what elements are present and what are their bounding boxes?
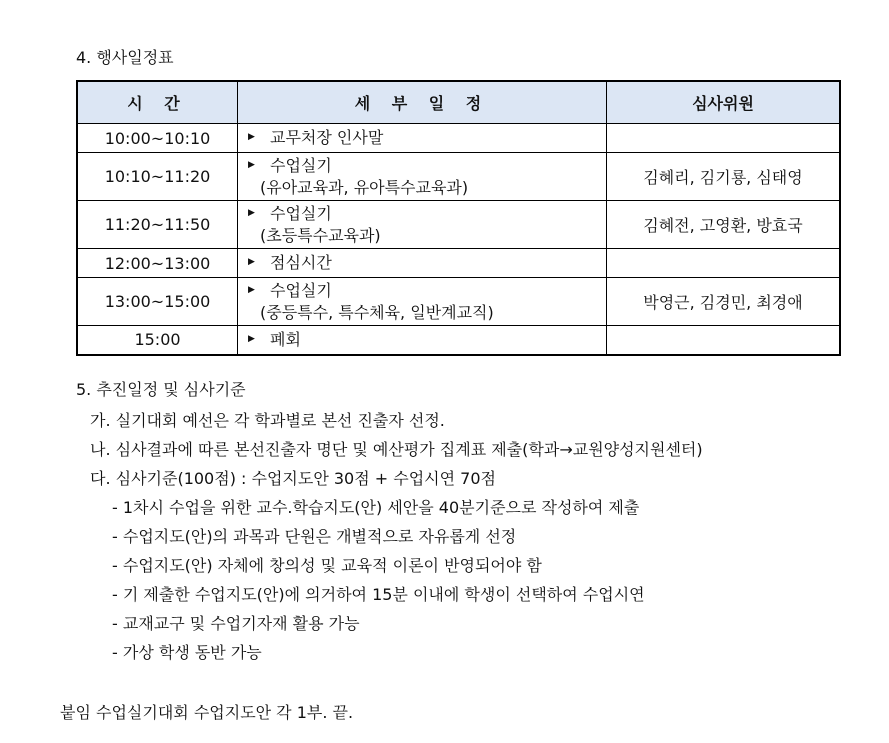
row-detail-sub: (유아교육과, 유아특수교육과) bbox=[260, 178, 469, 197]
row-judges: 김혜전, 고영환, 방효국 bbox=[607, 201, 841, 249]
table-row bbox=[77, 278, 840, 326]
criteria-item: - 교재교구 및 수업기자재 활용 가능 bbox=[112, 614, 360, 633]
bullet-icon: ▶ bbox=[248, 160, 255, 170]
criteria-item: - 가상 학생 동반 가능 bbox=[112, 643, 262, 662]
criteria-item: - 기 제출한 수업지도(안)에 의거하여 15분 이내에 학생이 선택하여 수업시연 bbox=[112, 585, 645, 604]
row-judges: 김혜리, 김기룡, 심태영 bbox=[607, 153, 841, 201]
row-detail-text: 교무처장 인사말 bbox=[270, 128, 384, 147]
row-detail-sub: (중등특수, 특수체육, 일반계교직) bbox=[260, 303, 494, 322]
list-item: 가. 실기대회 예선은 각 학과별로 본선 진출자 선정. bbox=[90, 411, 445, 430]
row-judges bbox=[607, 249, 841, 278]
table-header-row bbox=[77, 81, 840, 124]
attachment-note: 붙임 수업실기대회 수업지도안 각 1부. 끝. bbox=[60, 703, 354, 722]
list-item: 나. 심사결과에 따른 본선진출자 명단 및 예산평가 집계표 제출(학과→교원양성지원센터) bbox=[90, 440, 703, 459]
criteria-item: - 1차시 수업을 위한 교수.학습지도(안) 세안을 40분기준으로 작성하여 제출 bbox=[112, 498, 640, 517]
row-time: 13:00~15:00 bbox=[77, 278, 238, 326]
row-detail-sub: (초등특수교육과) bbox=[260, 226, 381, 245]
row-detail bbox=[238, 249, 607, 278]
row-time: 10:10~11:20 bbox=[77, 153, 238, 201]
section-4-title: 4. 행사일정표 bbox=[76, 48, 174, 67]
bullet-icon: ▶ bbox=[248, 132, 255, 142]
row-detail-text: 수업실기 bbox=[270, 204, 332, 223]
criteria-item: - 수업지도(안)의 과목과 단원은 개별적으로 자유롭게 선정 bbox=[112, 527, 517, 546]
row-detail bbox=[238, 124, 607, 153]
table-row bbox=[77, 201, 840, 249]
criteria-item: - 수업지도(안) 자체에 창의성 및 교육적 이론이 반영되어야 함 bbox=[112, 556, 542, 575]
row-time: 11:20~11:50 bbox=[77, 201, 238, 249]
table-row bbox=[77, 124, 840, 153]
section-5-title: 5. 추진일정 및 심사기준 bbox=[76, 380, 246, 399]
row-detail-text: 수업실기 bbox=[270, 156, 332, 175]
row-judges bbox=[607, 124, 841, 153]
bullet-icon: ▶ bbox=[248, 257, 255, 267]
row-judges: 박영근, 김경민, 최경애 bbox=[607, 278, 841, 326]
header-time: 시 간 bbox=[77, 81, 238, 124]
table-row bbox=[77, 249, 840, 278]
bullet-icon: ▶ bbox=[248, 285, 255, 295]
row-time: 10:00~10:10 bbox=[77, 124, 238, 153]
row-detail bbox=[238, 278, 607, 326]
row-time: 15:00 bbox=[77, 326, 238, 355]
row-detail bbox=[238, 201, 607, 249]
row-detail bbox=[238, 153, 607, 201]
table-row bbox=[77, 153, 840, 201]
row-judges bbox=[607, 326, 841, 355]
list-item: 다. 심사기준(100점) : 수업지도안 30점 + 수업시연 70점 bbox=[90, 469, 496, 488]
row-detail-text: 수업실기 bbox=[270, 281, 332, 300]
event-schedule-table bbox=[76, 80, 841, 356]
row-detail bbox=[238, 326, 607, 355]
table-row bbox=[77, 326, 840, 355]
row-time: 12:00~13:00 bbox=[77, 249, 238, 278]
row-detail-text: 점심시간 bbox=[270, 253, 332, 272]
bullet-icon: ▶ bbox=[248, 208, 255, 218]
header-detail: 세 부 일 정 bbox=[238, 81, 607, 124]
row-detail-text: 폐회 bbox=[270, 329, 301, 349]
bullet-icon: ▶ bbox=[248, 333, 255, 344]
header-judges: 심사위원 bbox=[607, 81, 841, 124]
